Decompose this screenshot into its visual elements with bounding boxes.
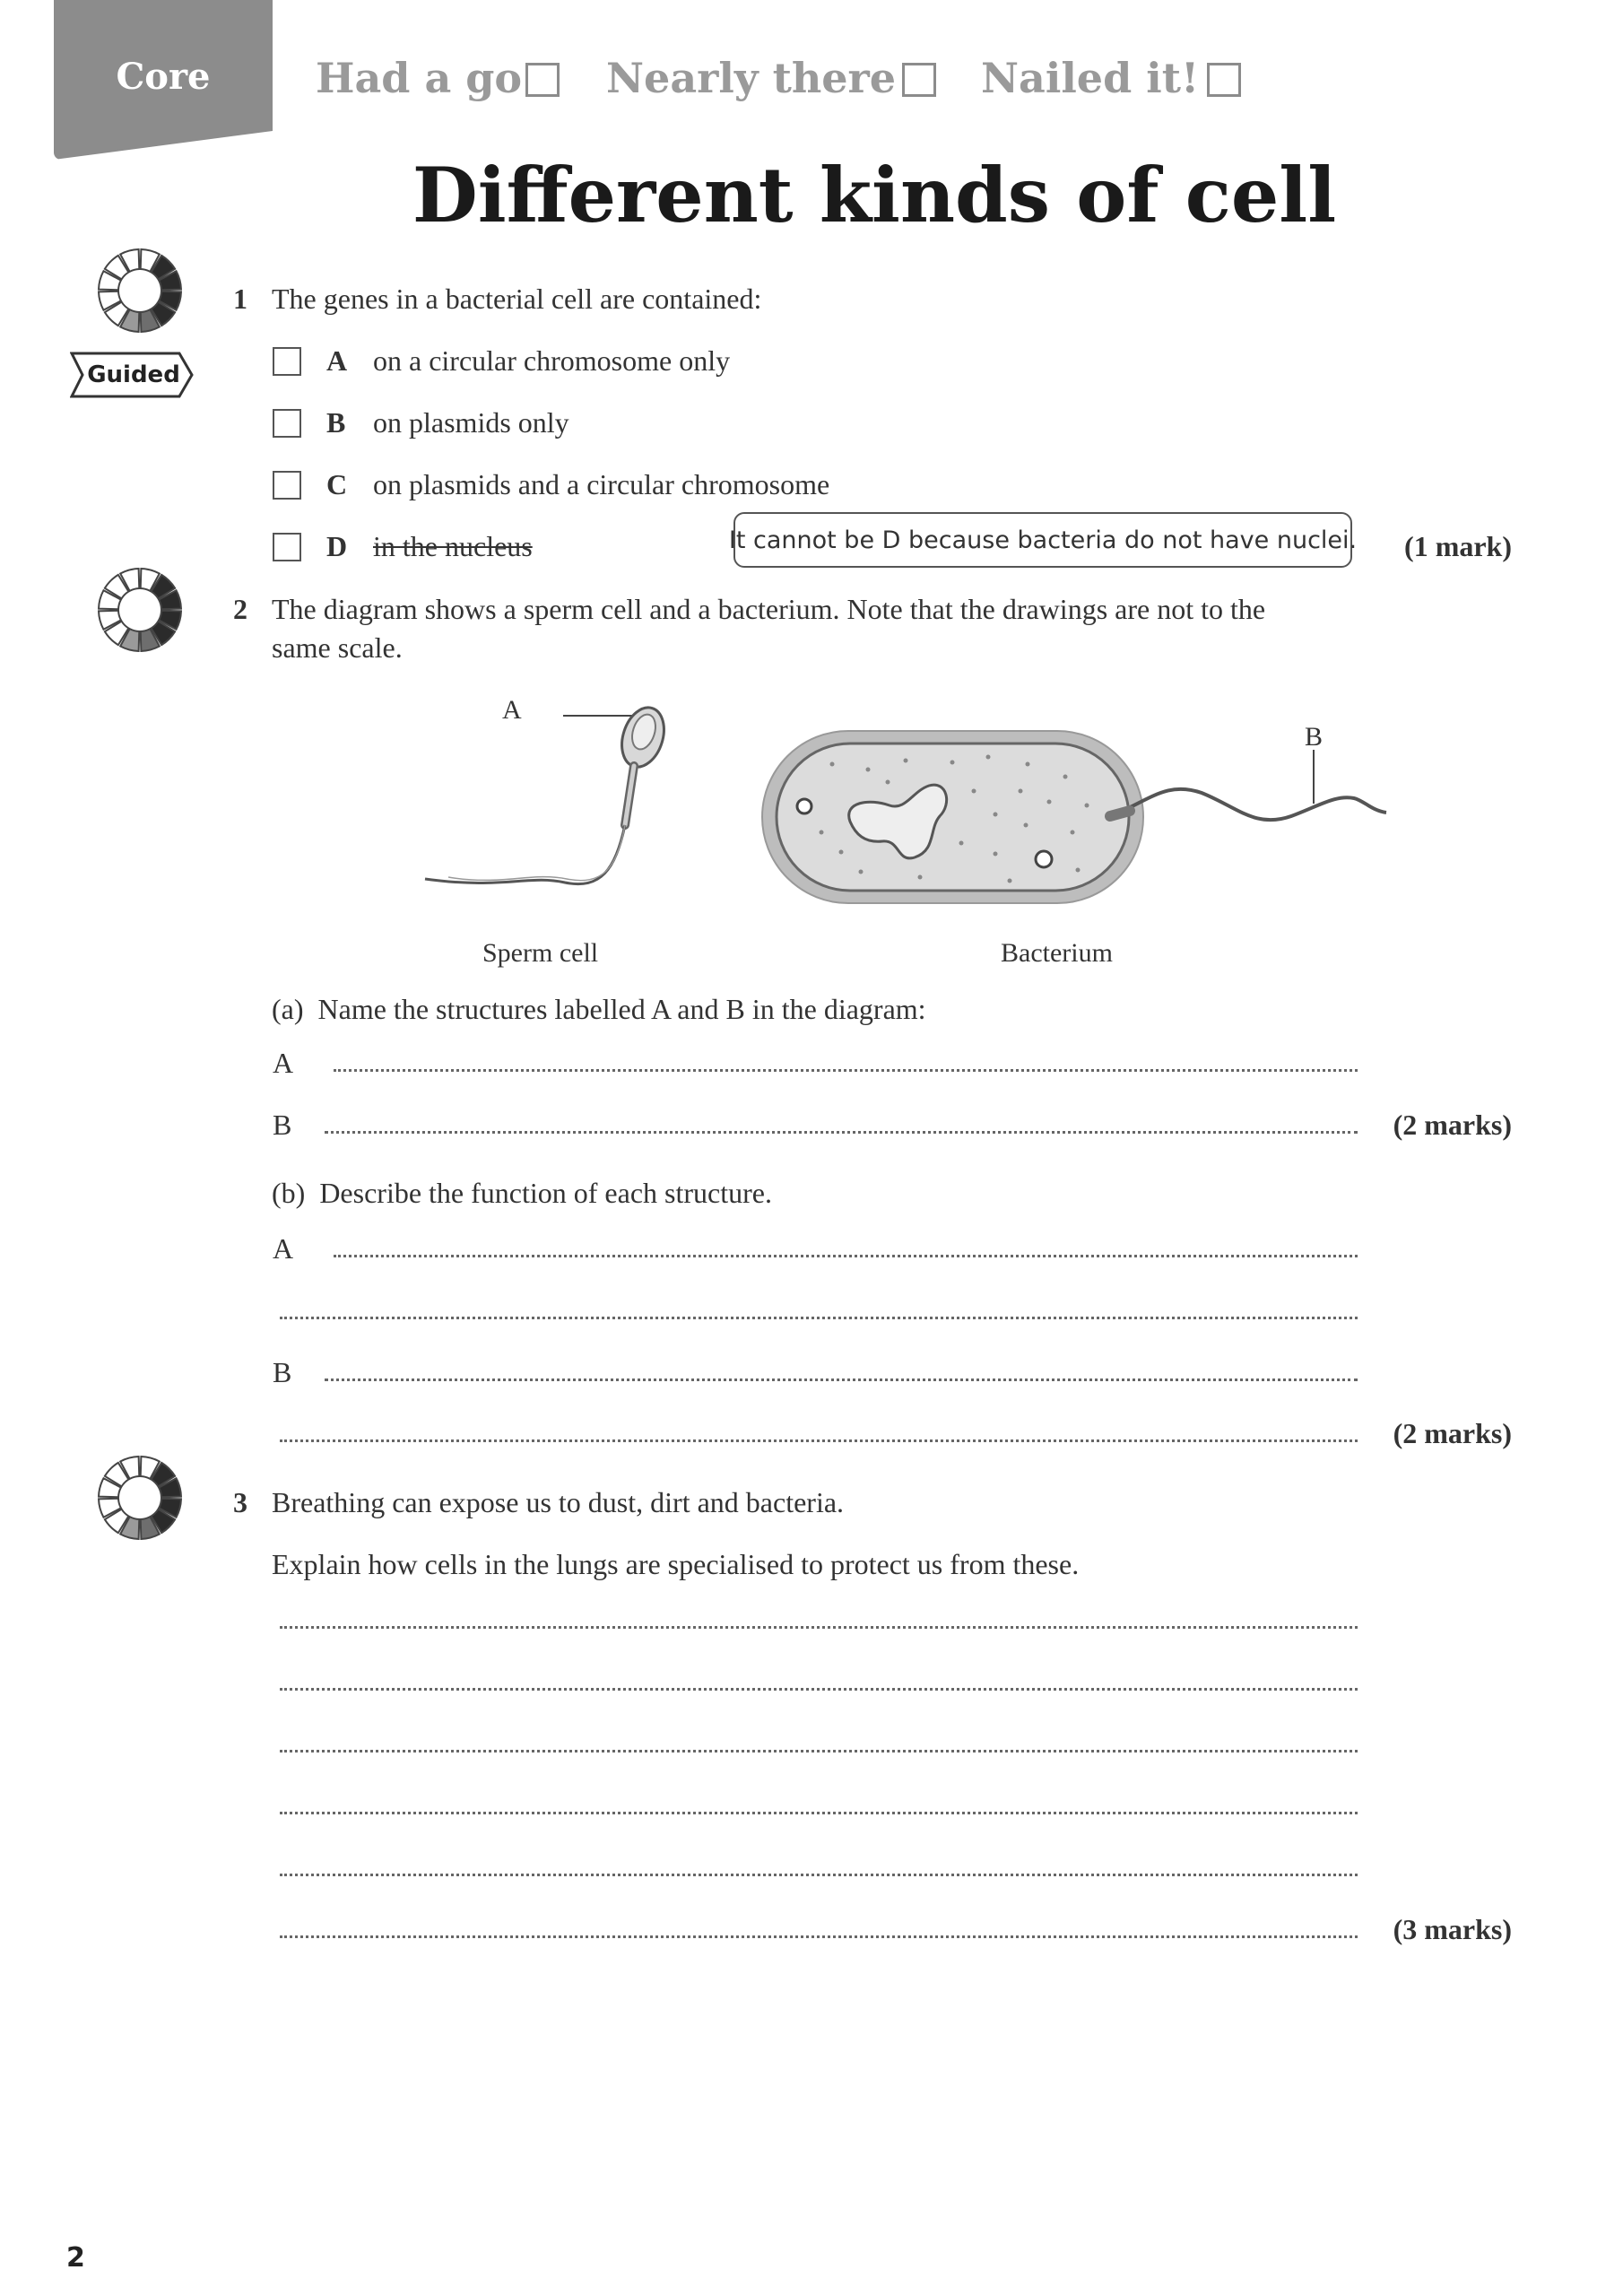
q2b-answer-line-a2[interactable] xyxy=(280,1317,1358,1319)
q1-option-b-letter: B xyxy=(326,406,346,439)
caption-sperm-cell: Sperm cell xyxy=(482,938,599,968)
q3-answer-line-1[interactable] xyxy=(280,1626,1358,1629)
q2a-answer-line-b[interactable] xyxy=(325,1131,1358,1134)
q2-stem-line2: same scale. xyxy=(272,631,403,664)
q2b-marks: (2 marks) xyxy=(1393,1417,1512,1449)
q1-option-b-checkbox[interactable] xyxy=(273,409,301,438)
q1-stem: The genes in a bacterial cell are contained: xyxy=(272,283,762,315)
q1-option-c-checkbox[interactable] xyxy=(273,471,301,500)
guided-badge-label: Guided xyxy=(87,361,180,388)
q1-option-d-letter: D xyxy=(326,530,348,562)
q1-option-c-text: on plasmids and a circular chromosome xyxy=(373,468,830,500)
diagram-label-a: A xyxy=(502,695,522,725)
q2b-answer-line-b1[interactable] xyxy=(325,1378,1358,1381)
q3-answer-line-3[interactable] xyxy=(280,1750,1358,1752)
q2a-prompt: (a) Name the structures labelled A and B in the diagram: xyxy=(272,993,926,1025)
q1-hint-box: It cannot be D because bacteria do not have nuclei. xyxy=(733,512,1352,568)
caption-bacterium: Bacterium xyxy=(1001,938,1113,968)
q2-number: 2 xyxy=(233,593,247,625)
difficulty-icon-q1 xyxy=(93,244,187,337)
difficulty-icon-q3 xyxy=(93,1451,187,1544)
q1-option-d-text: in the nucleus xyxy=(373,530,533,562)
q2a-marks: (2 marks) xyxy=(1393,1109,1512,1141)
q3-answer-line-6[interactable] xyxy=(280,1935,1358,1938)
q3-answer-line-4[interactable] xyxy=(280,1812,1358,1814)
diagram-label-b: B xyxy=(1305,722,1324,752)
progress-nearly-there-label: Nearly there xyxy=(606,54,897,102)
q1-option-d-checkbox[interactable] xyxy=(273,533,301,561)
q3-stem: Breathing can expose us to dust, dirt and bacteria. xyxy=(272,1486,845,1518)
core-tab-label: Core xyxy=(116,56,211,98)
progress-had-a-go-checkbox[interactable] xyxy=(525,63,560,97)
q1-option-a-checkbox[interactable] xyxy=(273,347,301,376)
q2b-line-a-label: A xyxy=(273,1232,294,1265)
q1-option-c-letter: C xyxy=(326,468,348,500)
q1-number: 1 xyxy=(233,283,247,315)
q2b-prompt: (b) Describe the function of each structure. xyxy=(272,1177,772,1209)
progress-nailed-it-label: Nailed it! xyxy=(981,54,1200,102)
page-title: Different kinds of cell xyxy=(412,151,1337,239)
q1-option-b-text: on plasmids only xyxy=(373,406,569,439)
q3-instruction: Explain how cells in the lungs are specialised to protect us from these. xyxy=(272,1548,1080,1580)
difficulty-icon-q2 xyxy=(93,563,187,657)
q1-option-a-text: on a circular chromosome only xyxy=(373,344,731,377)
q3-answer-line-5[interactable] xyxy=(280,1874,1358,1876)
q2b-answer-line-b2[interactable] xyxy=(280,1439,1358,1442)
q3-marks: (3 marks) xyxy=(1393,1913,1512,1945)
q1-marks: (1 mark) xyxy=(1404,530,1512,562)
q2b-answer-line-a1[interactable] xyxy=(334,1255,1358,1257)
progress-had-a-go-label: Had a go xyxy=(316,54,523,102)
bacterium-diagram xyxy=(753,718,1390,915)
q1-option-a-letter: A xyxy=(326,344,348,377)
q2b-line-b-label: B xyxy=(273,1356,292,1388)
q2a-line-b-label: B xyxy=(273,1109,292,1141)
q2a-answer-line-a[interactable] xyxy=(334,1069,1358,1072)
page-number: 2 xyxy=(66,2242,85,2274)
q3-number: 3 xyxy=(233,1486,247,1518)
progress-nailed-it-checkbox[interactable] xyxy=(1207,63,1241,97)
q3-answer-line-2[interactable] xyxy=(280,1688,1358,1691)
sperm-cell-diagram xyxy=(412,691,708,906)
q2a-line-a-label: A xyxy=(273,1047,294,1079)
progress-nearly-there-checkbox[interactable] xyxy=(902,63,936,97)
q2-stem-line1: The diagram shows a sperm cell and a bacterium. Note that the drawings are not to the xyxy=(272,593,1266,625)
